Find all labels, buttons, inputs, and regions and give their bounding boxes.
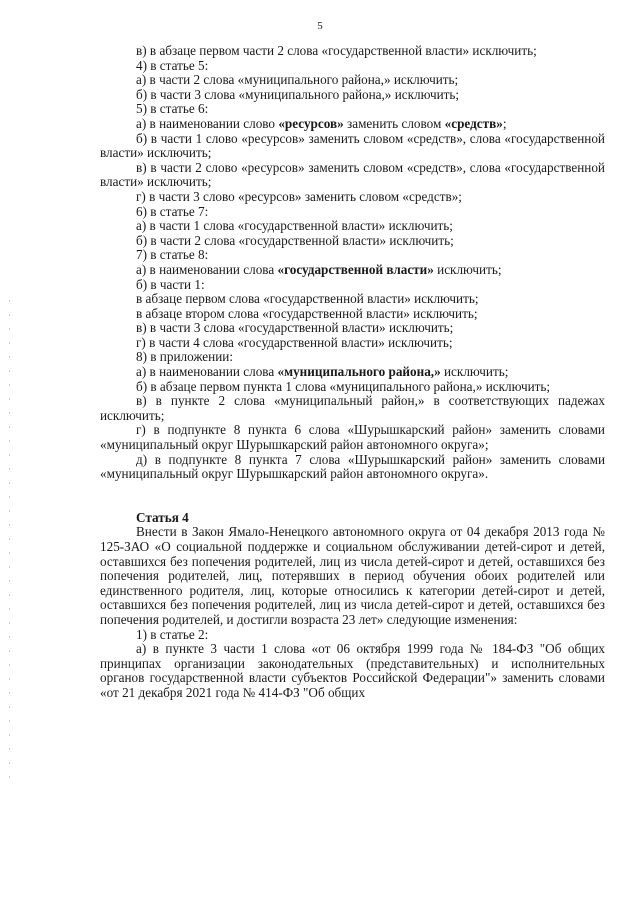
doc-line: б) в части 1: (136, 276, 205, 292)
doc-line: 1) в статье 2: (136, 626, 209, 642)
doc-line: б) в абзаце первом пункта 1 слова «муниципального района,» исключить; (136, 378, 551, 394)
doc-line: б) в части 2 слова «государственной власти» исключить; (136, 232, 454, 248)
doc-line: в) в абзаце первом части 2 слова «государственной власти» исключить; (136, 43, 537, 58)
scan-margin-marks (9, 300, 10, 780)
doc-line: в) в части 2 слово «ресурсов» заменить словом «средств», слова «государственной власти» исключить; (100, 159, 605, 190)
doc-line: б) в части 1 слово «ресурсов» заменить словом «средств», слова «государственной власти» исключить; (100, 130, 605, 161)
doc-line: в) в части 3 слова «государственной власти» исключить; (136, 320, 454, 336)
doc-line: 5) в статье 6: (136, 101, 209, 117)
doc-line: г) в части 4 слова «государственной власти» исключить; (136, 334, 453, 350)
doc-line: а) в наименовании слова «государственной власти» исключить; (136, 261, 502, 277)
doc-line: г) в части 3 слово «ресурсов» заменить словом «средств»; (136, 188, 462, 204)
doc-line: 4) в статье 5: (136, 57, 209, 73)
doc-line: б) в части 3 слова «муниципального района,» исключить; (136, 86, 460, 102)
doc-line: в) в пункте 2 слова «муниципальный район,» в соответствующих падежах исключить; (100, 393, 605, 423)
doc-line: 8) в приложении: (136, 349, 233, 365)
doc-line: 7) в статье 8: (136, 247, 209, 263)
doc-line: д) в подпункте 8 пункта 7 слова «Шурышкарский район» заменить словами «муниципальный округ Шурышкарский район автономного округа». (100, 451, 605, 482)
doc-line: а) в части 2 слова «муниципального района,» исключить; (136, 72, 459, 88)
article-heading: Статья 4 (136, 509, 189, 525)
doc-line: в абзаце первом слова «государственной власти» исключить; (136, 291, 479, 307)
doc-line: 6) в статье 7: (136, 203, 209, 219)
doc-line: а) в наименовании слова «муниципального района,» исключить; (136, 364, 509, 380)
doc-line: в абзаце втором слова «государственной власти» исключить; (136, 305, 478, 321)
doc-line: Внести в Закон Ямало-Ненецкого автономного округа от 04 декабря 2013 года № 125-ЗАО «О социальной поддержке и социальном обслуживании детей-сирот и детей, оставшихся без попечения родителей, лиц из числа детей-сирот и детей, оставшихся без попечения родителей, лиц, потерявших в период обучения обоих родителей или единственного родителя, лиц, которые относились к категории детей-сирот и детей, оставшихся без попечения родителей, лиц из числа детей-сирот и детей, оставшихся без попечения родителей, и достигли возраста 23 лет» следующие изменения: (100, 524, 605, 627)
doc-line: а) в части 1 слова «государственной власти» исключить; (136, 218, 453, 234)
page-number: 5 (317, 20, 323, 32)
doc-line: а) в пункте 3 части 1 слова «от 06 октября 1999 года № 184-ФЗ "Об общих принципах организации законодательных (представительных) и исполнительных органов государственной власти субъектов Российской Федерации"» заменить словами «от 21 декабря 2021 года № 414-ФЗ "Об общих (100, 641, 605, 700)
document-body (100, 44, 605, 701)
doc-line: г) в подпункте 8 пункта 6 слова «Шурышкарский район» заменить словами «муниципальный округ Шурышкарский район автономного округа»; (100, 422, 605, 453)
doc-line: а) в наименовании слово «ресурсов» заменить словом «средств»; (136, 115, 507, 131)
